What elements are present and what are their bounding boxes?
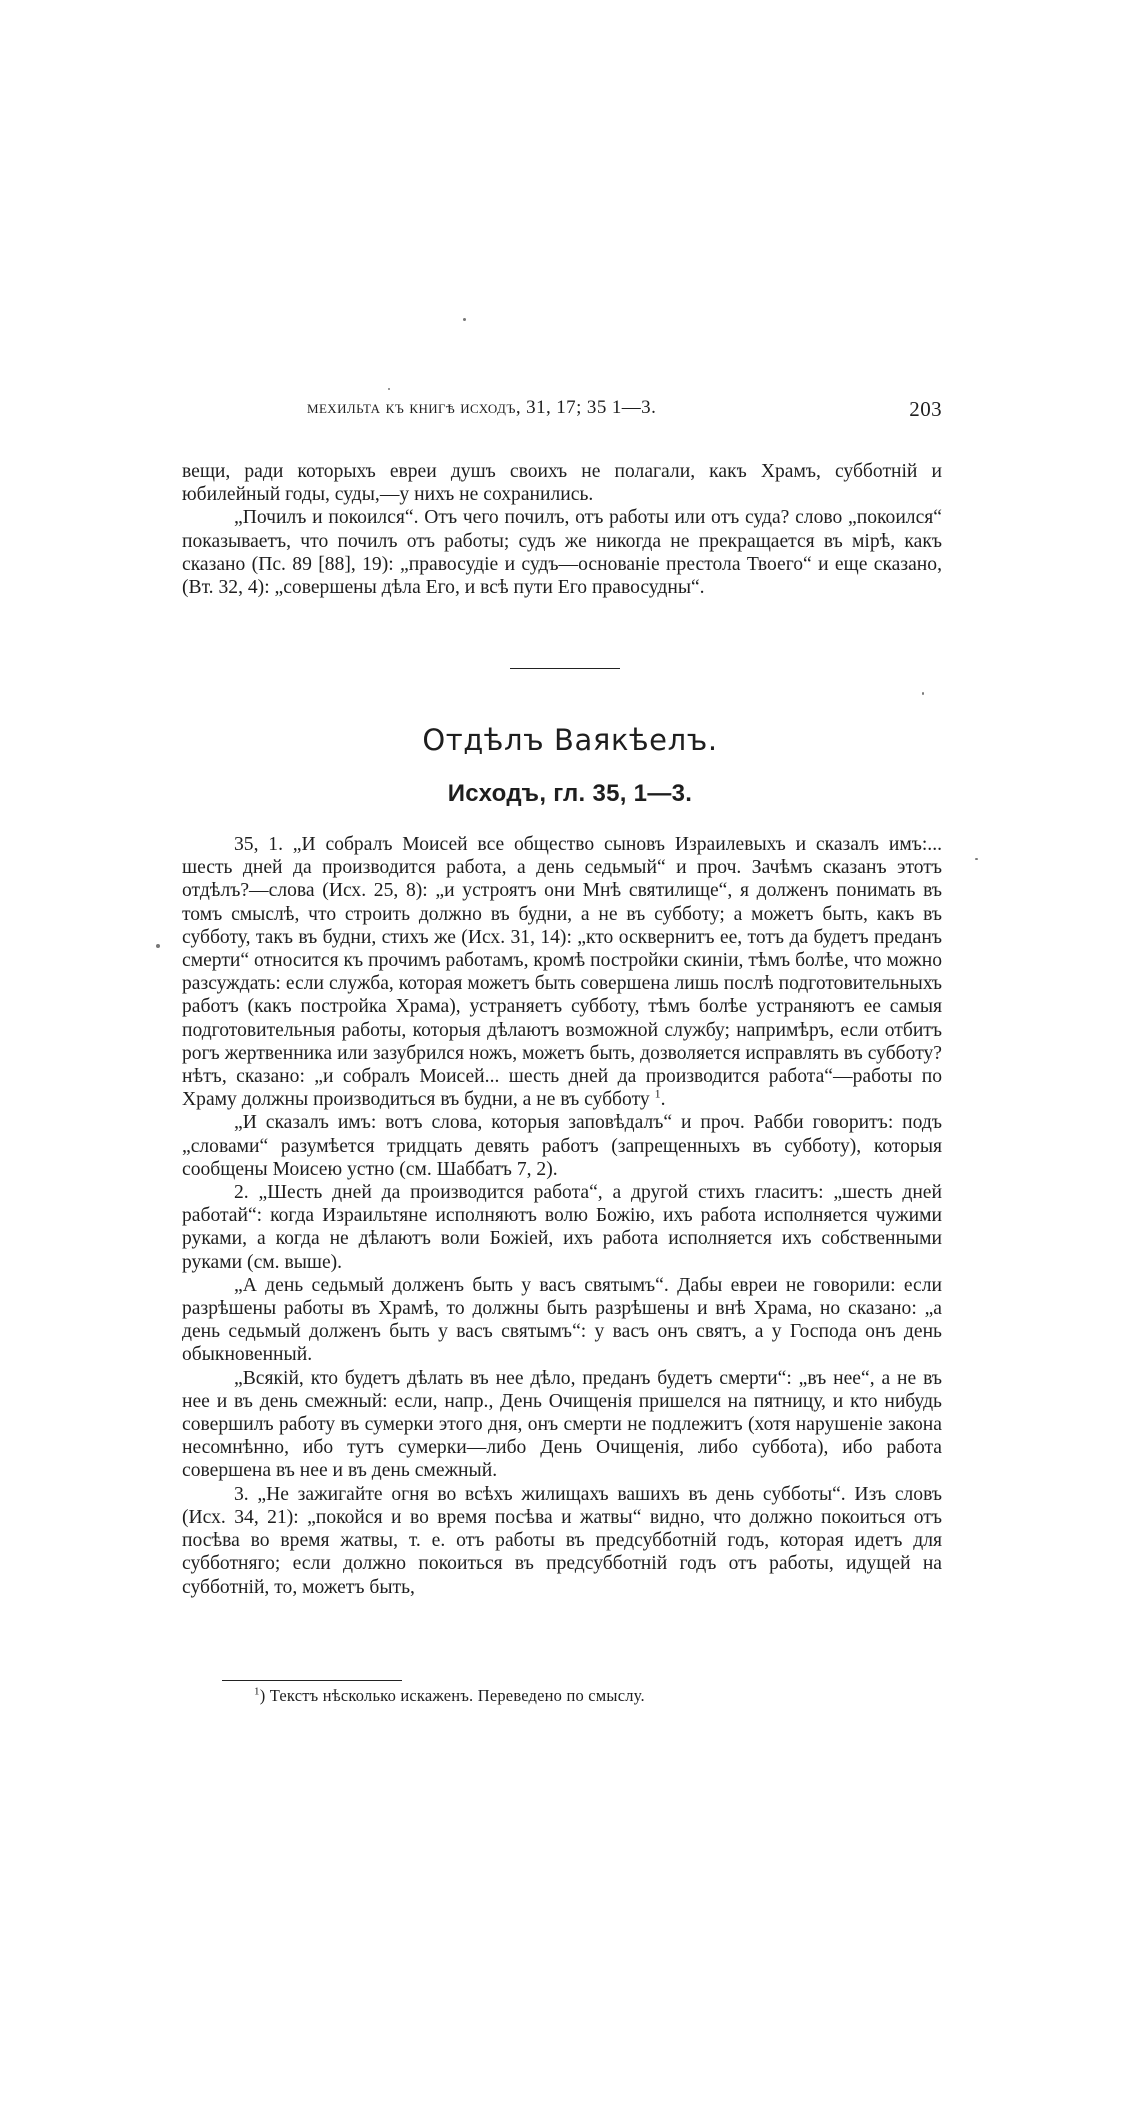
paragraph: „Всякій, кто будетъ дѣлать въ нее дѣло, преданъ будетъ смерти“: „въ нее“, а не въ нее и въ день смежный: если, напр., День Очищенія пришелся на пятницу, и кто нибудь совершилъ работу въ сумерки этого дня, онъ смерти не подлежитъ (хотя нарушеніе закона несомнѣнно, ибо тутъ сумерки—либо День Очищенія, либо суббота), ибо работа совершена въ нее и въ день смежный. — [182, 1367, 942, 1482]
section-divider — [510, 668, 620, 669]
paragraph: „А день седьмый долженъ быть у васъ святымъ“. Дабы евреи не говорили: если разрѣшены работы въ Храмѣ, то должны быть разрѣшены и внѣ Храма, но сказано: „а день седьмый долженъ быть у васъ святымъ“: у васъ онъ святъ, а у Господа онъ день обыкновенный. — [182, 1274, 942, 1366]
section-title: Отдѣлъ Ваякѣелъ. — [422, 723, 718, 757]
scan-speck — [388, 388, 390, 390]
scan-speck — [463, 318, 466, 321]
section-subtitle: Исходъ, гл. 35, 1—3. — [447, 780, 693, 807]
footnote: $^1$) Текстъ нѣсколько искаженъ. Переведено по смыслу. — [254, 1685, 645, 1705]
footnote-marker: 1 — [254, 1685, 260, 1698]
paragraph: вещи, ради которыхъ евреи душъ своихъ не полагали, какъ Храмъ, субботній и юбилейный годы, суды,—у нихъ не сохранились. — [182, 461, 942, 506]
running-title: мехильта къ книгѣ исходъ, 31, 17; 35 1—3. — [307, 397, 657, 418]
scan-speck — [156, 944, 160, 948]
footnote-text: Текстъ нѣсколько искаженъ. Переведено по смыслу. — [269, 1686, 645, 1705]
paragraph-text: 35, 1. „И собралъ Моисей все общество сыновъ Израилевыхъ и сказалъ имъ:... шесть дней да производится работа, а день седьмый“ и проч. Зачѣмъ сказанъ этотъ отдѣлъ?—слова (Исх. 25, 8): „и устроятъ они Мнѣ святилище“, я долженъ понимать въ томъ смыслѣ, что строить должно въ будни, а не въ субботу; а можетъ быть, какъ въ субботу, такъ въ будни, стихъ же (Исх. 31, 14): „кто осквернитъ ее, тотъ да будетъ преданъ смерти“ относится къ прочимъ работамъ, кромѣ постройки скиніи, тѣмъ болѣе, что можно разсуждать: если служба, которая можетъ быть совершена лишь послѣ подготовительныхъ работъ (какъ постройка Храма), устраняетъ субботу, тѣмъ болѣе устраняютъ ее самыя подготовительныя работы, которыя дѣлаютъ возможной службу; напримѣръ, если отбитъ рогъ жертвенника или зазубрился ножъ, можетъ быть, дозволяется исправлять въ субботу? нѣтъ, сказано: „и собралъ Моисей... шесть дней да производится работа“—работы по Храму должны производиться въ будни, а не въ субботу — [182, 834, 942, 1111]
paragraph: 2. „Шесть дней да производится работа“, а другой стихъ гласитъ: „шесть дней работай“: когда Израильтяне исполняютъ волю Божію, ихъ работа исполняется чужими руками, а когда не дѣлаютъ воли Божіей, ихъ работа исполняется ихъ собственными руками (см. выше). — [182, 1182, 942, 1273]
paragraph: 3. „Не зажигайте огня во всѣхъ жилищахъ вашихъ въ день субботы“. Изъ словъ (Исх. 34, 21): „покойся и во время посѣва и жатвы“ видно, что должно покоиться отъ посѣва во время жатвы, т. е. отъ работы въ предсубботній годъ, которая идетъ для субботняго; если должно покоиться въ предсубботній годъ отъ работы, идущей на субботній, то, можетъ быть, — [182, 1483, 942, 1598]
footnote-ref: 1 — [654, 1086, 661, 1101]
paragraph: „Почилъ и покоился“. Отъ чего почилъ, отъ работы или отъ суда? слово „покоился“ показываетъ, что почилъ отъ работы; судъ же никогда не прекращается въ мірѣ, какъ сказано (Пс. 89 [88], 19): „правосудіе и судъ—основаніе престола Твоего“ и еще сказано, (Вт. 32, 4): „совершены дѣла Его, и всѣ пути Его правосудны“. — [182, 507, 942, 599]
paragraph: „И сказалъ имъ: вотъ слова, которыя заповѣдалъ“ и проч. Рабби говоритъ: подъ „словами“ разумѣется тридцать девять работъ (запрещенныхъ въ субботу), которыя сообщены Моисею устно (см. Шаббатъ 7, 2). — [182, 1112, 942, 1180]
scan-speck — [922, 692, 924, 695]
paragraph — [182, 833, 942, 1111]
continued-text — [182, 460, 942, 599]
paragraph-tail: . — [660, 1089, 666, 1111]
page-number: 203 — [909, 397, 942, 421]
scan-speck — [975, 858, 978, 860]
main-text — [182, 833, 942, 1599]
footnote-rule — [222, 1680, 402, 1681]
